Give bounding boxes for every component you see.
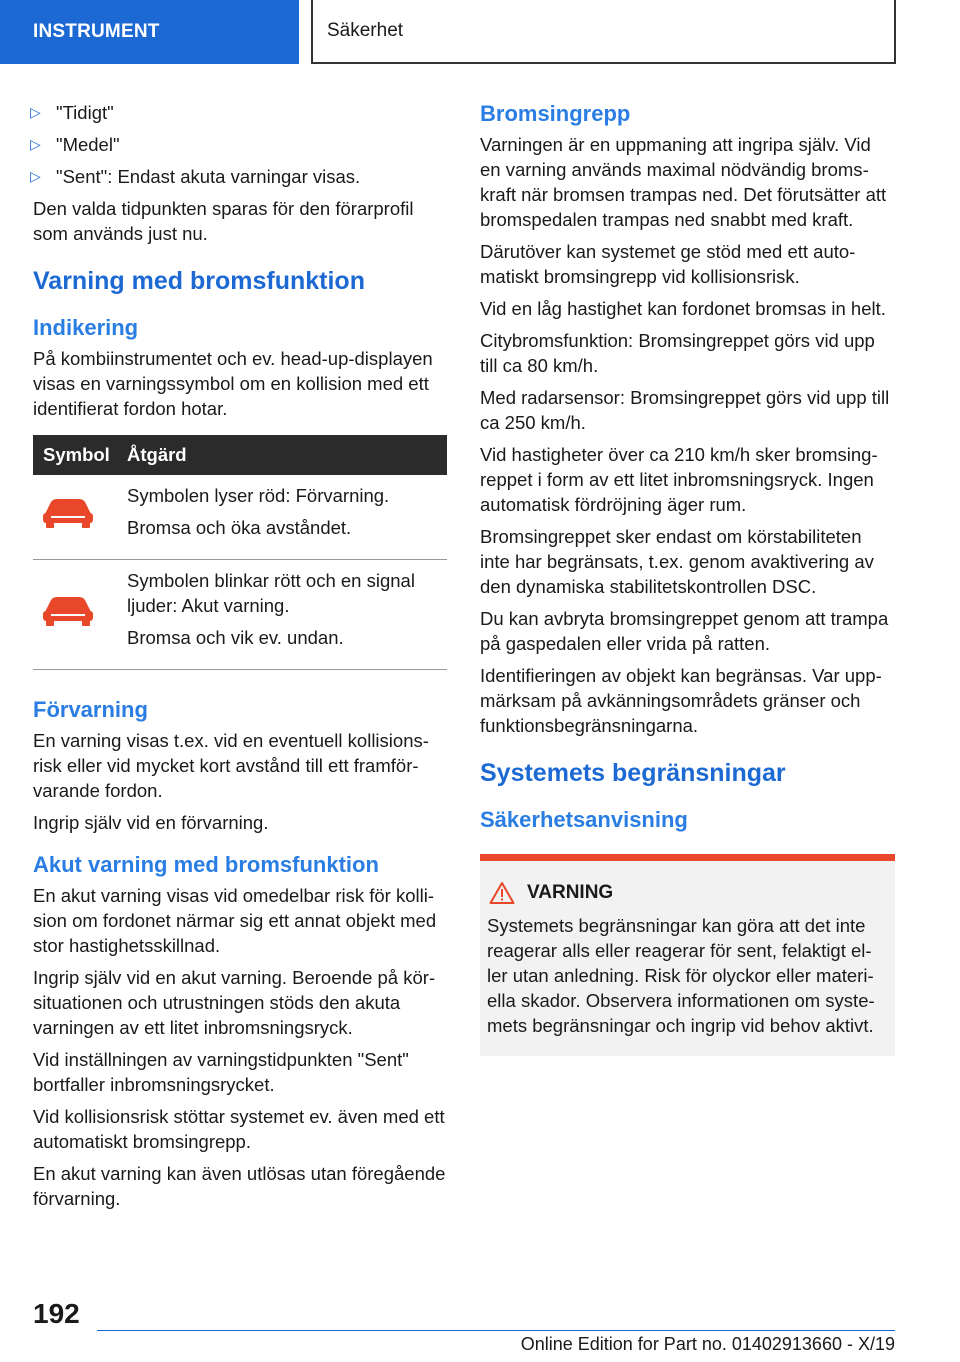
warning-box	[480, 854, 895, 1056]
paragraph: Den valda tidpunkten sparas för den förarprofil som används just nu.	[33, 198, 414, 244]
heading-acute-warning: Akut varning med bromsfunktion	[33, 852, 379, 877]
table-header-row	[33, 435, 447, 475]
paragraph: Vid kollisionsrisk stöttar systemet ev. även med ett automatiskt bromsingrepp.	[33, 1106, 445, 1152]
heading-brake-intervention: Bromsingrepp	[480, 101, 631, 126]
footer-divider	[97, 1330, 895, 1331]
footer-edition: Online Edition for Part no. 01402913660 - X/19	[520, 1334, 895, 1354]
paragraph: Ingrip själv vid en förvarning.	[33, 812, 269, 833]
heading-warning-brake: Varning med bromsfunktion	[33, 267, 365, 295]
column-header-action: Åtgärd	[127, 435, 447, 475]
page-number: 192	[33, 1298, 80, 1329]
chapter-title: Säkerhet	[311, 0, 896, 64]
right-column	[480, 100, 895, 1056]
triangle-bullet-icon: ▷	[30, 104, 41, 120]
paragraph: Du kan avbryta bromsingreppet genom att trampa på gaspedalen eller vrida på ratten.	[480, 608, 889, 654]
list-item: ▷ "Sent": Endast akuta varningar visas.	[33, 164, 447, 189]
heading-indication: Indikering	[33, 315, 139, 340]
list-item: ▷ "Tidigt"	[33, 100, 447, 125]
paragraph: Vid hastigheter över ca 210 km/h sker bromsingreppet i form av ett litet inbromsningsryck. Ingen automatisk fördröjning äger rum.	[480, 444, 878, 515]
column-header-symbol: Symbol	[33, 435, 127, 475]
paragraph: Bromsingreppet sker endast om körstabiliteten inte har begränsats, t.ex. genom avaktivering av den dynamiska stabilitetskontrollen DSC.	[480, 526, 874, 597]
paragraph: En akut varning kan även utlösas utan föregående förvarning.	[33, 1163, 446, 1209]
heading-pre-warning: Förvarning	[33, 697, 148, 722]
paragraph: Ingrip själv vid en akut varning. Beroende på körsituationen och utrustningen stöds den akuta varningen av ett litet inbromsningsryck.	[33, 967, 436, 1038]
paragraph: Vid en låg hastighet kan fordonet bromsas in helt.	[480, 298, 886, 319]
table-row	[33, 560, 447, 670]
paragraph: Identifieringen av objekt kan begränsas. Var uppmärksam på avkänningsområdets gränser och funktionsbegränsningarna.	[480, 665, 882, 736]
section-tab: INSTRUMENT	[0, 0, 299, 64]
table-cell-text: Bromsa och vik ev. undan.	[127, 627, 344, 648]
car-warning-blink-icon	[41, 592, 95, 628]
triangle-bullet-icon: ▷	[30, 168, 41, 184]
timing-options-list	[30, 100, 447, 189]
left-column	[30, 100, 447, 1218]
paragraph: På kombiinstrumentet och ev. head-up-displayen visas en varningssymbol om en kollision med ett identifierat fordon hotar.	[33, 348, 433, 419]
car-warning-red-icon	[41, 494, 95, 530]
warning-triangle-icon	[489, 881, 515, 905]
warning-title: VARNING	[527, 882, 614, 903]
triangle-bullet-icon: ▷	[30, 136, 41, 152]
paragraph: Varningen är en uppmaning att ingripa själv. Vid en varning används maximal nödvändig bromskraft när bromsen trampas ned. Det förutsätter att bromspedalen trampas ned snabbt med kraft.	[480, 134, 887, 230]
heading-safety-notice: Säkerhetsanvisning	[480, 807, 688, 832]
table-cell-text: Bromsa och öka avståndet.	[127, 517, 352, 538]
paragraph: Vid inställningen av varningstidpunkten "Sent" bortfaller inbromsningsrycket.	[33, 1049, 409, 1095]
paragraph: Därutöver kan systemet ge stöd med ett automatiskt bromsingrepp vid kollisionsrisk.	[480, 241, 856, 287]
table-row	[33, 475, 447, 560]
table-cell-text: Symbolen lyser röd: Förvarning.	[127, 485, 390, 506]
table-cell-text: Symbolen blinkar rött och en signal ljuder: Akut varning.	[127, 570, 415, 616]
symbol-table	[33, 435, 447, 670]
paragraph: En akut varning visas vid omedelbar risk för kollision om fordonet närmar sig ett annat objekt med stor hastighetsskillnad.	[33, 885, 437, 956]
list-item: ▷ "Medel"	[33, 132, 447, 157]
heading-system-limits: Systemets begränsningar	[480, 759, 786, 787]
paragraph: En varning visas t.ex. vid en eventuell kollisionsrisk eller vid mycket kort avstånd till ett framförvarande fordon.	[33, 730, 429, 801]
paragraph: Citybromsfunktion: Bromsingreppet görs vid upp till ca 80 km/h.	[480, 330, 875, 376]
warning-text: Systemets begränsningar kan göra att det inte reagerar alls eller reagerar för sent, felaktigt eller utan anledning. Risk för olyckor eller materiella skador. Observera informationen om systemets begränsningar och ingrip vid behov aktivt.	[487, 915, 875, 1036]
paragraph: Med radarsensor: Bromsingreppet görs vid upp till ca 250 km/h.	[480, 387, 890, 433]
